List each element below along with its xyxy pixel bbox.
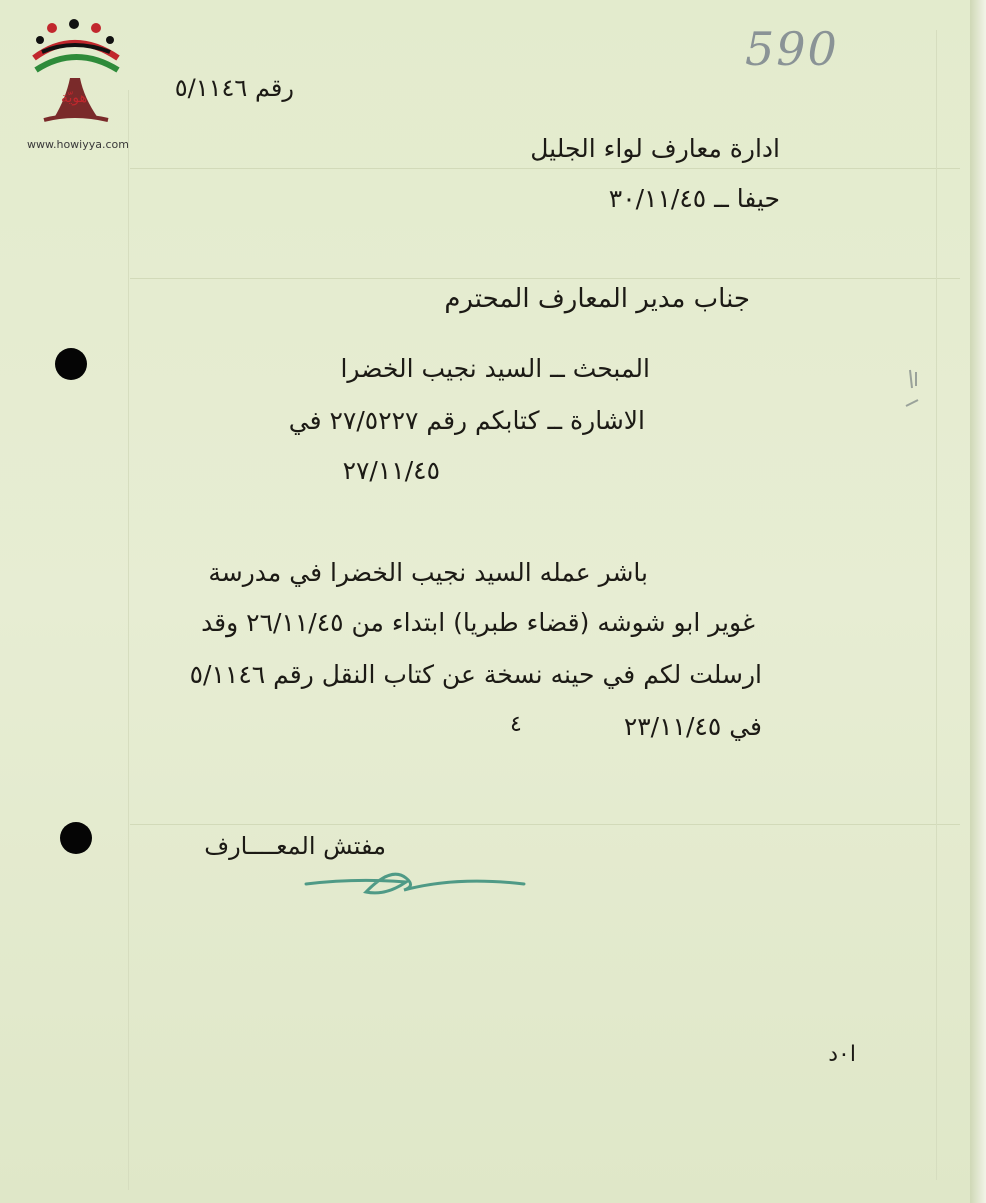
initials: ا٠د xyxy=(828,1042,856,1067)
form-margin-rule xyxy=(936,30,937,1180)
body-line-4-date: في ٢٣/١١/٤٥ xyxy=(623,712,762,741)
body-line-3: ارسلت لكم في حينه نسخة عن كتاب النقل رقم ٥/١١٤٦ xyxy=(189,660,762,689)
howiyya-logo xyxy=(14,18,142,158)
reference-line-2: ٢٧/١١/٤٥ xyxy=(342,456,440,485)
logo-wordmark: هويّة xyxy=(60,90,88,106)
office-name: ادارة معارف لواء الجليل xyxy=(530,134,780,163)
logo-url: www.howiyya.com xyxy=(27,138,129,151)
punch-hole xyxy=(55,348,87,380)
page-edge xyxy=(970,0,986,1203)
margin-pencil-mark xyxy=(896,366,926,416)
signature-title: مفتش المعــــارف xyxy=(204,832,386,860)
signature-scribble xyxy=(296,856,536,906)
body-line-4-mark: ٤ xyxy=(510,712,522,737)
form-rule xyxy=(130,824,960,825)
form-rule xyxy=(130,278,960,279)
form-rule xyxy=(130,168,960,169)
archive-pencil-number: 590 xyxy=(745,22,839,76)
reference-number: رقم ٥/١١٤٦ xyxy=(174,74,294,102)
reference-line-1: الاشارة ــ كتابكم رقم ٢٧/٥٢٢٧ في xyxy=(288,406,645,435)
body-line-2: غوير ابو شوشه (قضاء طبريا) ابتداء من ٢٦/١١/٤٥ وقد xyxy=(201,608,755,637)
place-date: حيفا ــ ٣٠/١١/٤٥ xyxy=(608,184,780,213)
addressee: جناب مدير المعارف المحترم xyxy=(444,284,750,314)
form-margin-rule xyxy=(128,90,129,1190)
punch-hole xyxy=(60,822,92,854)
tree-logo-icon xyxy=(14,18,142,136)
subject-line: المبحث ــ السيد نجيب الخضرا xyxy=(340,354,650,383)
body-line-1: باشر عمله السيد نجيب الخضرا في مدرسة xyxy=(208,558,648,587)
